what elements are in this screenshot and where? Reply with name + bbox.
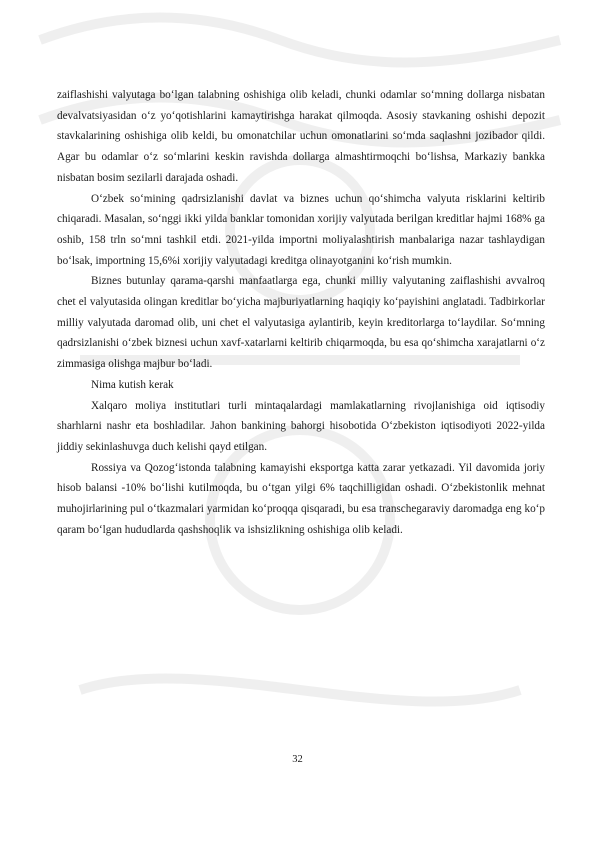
paragraph-1: zaiflashishi valyutaga bo‘lgan talabning oshishiga olib keladi, chunki odamlar so‘mning dollarga nisbatan devalvatsiyasidan o‘z yo‘qotishlarini kamaytirishga harakat qilmoqda. Asosiy stavkaning oshishi depozit stavkalarining oshishiga olib keldi, bu omonatchilar uchun omonatlarini so‘mda saqlashni jozibador qildi. Agar bu odamlar o‘z so‘mlarini keskin ravishda dollarga almashtirmoqchi bo‘lishsa, Markaziy bankka nisbatan bosim sezilarli darajada oshadi.: [57, 89, 545, 184]
page-number: 32: [292, 754, 303, 765]
document-body: [57, 85, 545, 540]
section-heading: Nima kutish kerak: [91, 378, 174, 391]
paragraph-2: O‘zbek so‘mining qadrsizlanishi davlat va biznes uchun qo‘shimcha valyuta risklarini keltirib chiqaradi. Masalan, so‘nggi ikki yilda banklar tomonidan xorijiy valyutada berilgan kreditlar hajmi 168% ga oshib, 158 trln so‘mni tashkil etdi. 2021-yilda importni moliyalashtirish manbalariga nazar tashlaydigan bo‘lsak, importning 15,6%i xorijiy valyutadagi kreditga olinayotganini ko‘rish mumkin.: [57, 192, 545, 267]
paragraph-4: Xalqaro moliya institutlari turli mintaqalardagi mamlakatlarning rivojlanishiga oid iqtisodiy sharhlarni nashr eta boshladilar. Jahon bankining bahorgi hisobotida O‘zbekiston iqtisodiyoti 2022-yilda jiddiy sekinlashuvga duch kelishi qayd etilgan.: [57, 399, 545, 453]
paragraph-3: Biznes butunlay qarama-qarshi manfaatlarga ega, chunki milliy valyutaning zaiflashishi avvalroq chet el valyutasida olingan kreditlar bo‘yicha majburiyatlarning haqiqiy ko‘payishini anglatadi. Tadbirkorlar milliy valyutada daromad olib, uni chet el valyutasiga aylantirib, keyin kreditorlarga to‘laydilar. So‘mning qadrsizlanishi o‘zbek biznesi uchun xavf-xatarlarni keltirib chiqarmoqda, bu esa qo‘shimcha xarajatlarni o‘z zimmasiga olishga majbur bo‘ladi.: [57, 275, 545, 371]
paragraph-5: Rossiya va Qozog‘istonda talabning kamayishi eksportga katta zarar yetkazadi. Yil davomida joriy hisob balansi -10% bo‘lishi kutilmoqda, bu o‘tgan yilgi 6% taqchilligidan oshadi. O‘zbekistonlik mehnat muhojirlarining pul o‘tkazmalari yarmidan ko‘proqqa qisqaradi, bu esa transchegaraviy daromadga eng ko‘p qaram bo‘lgan hududlarda qashshoqlik va ishsizlikning oshishiga olib keladi.: [57, 461, 545, 536]
